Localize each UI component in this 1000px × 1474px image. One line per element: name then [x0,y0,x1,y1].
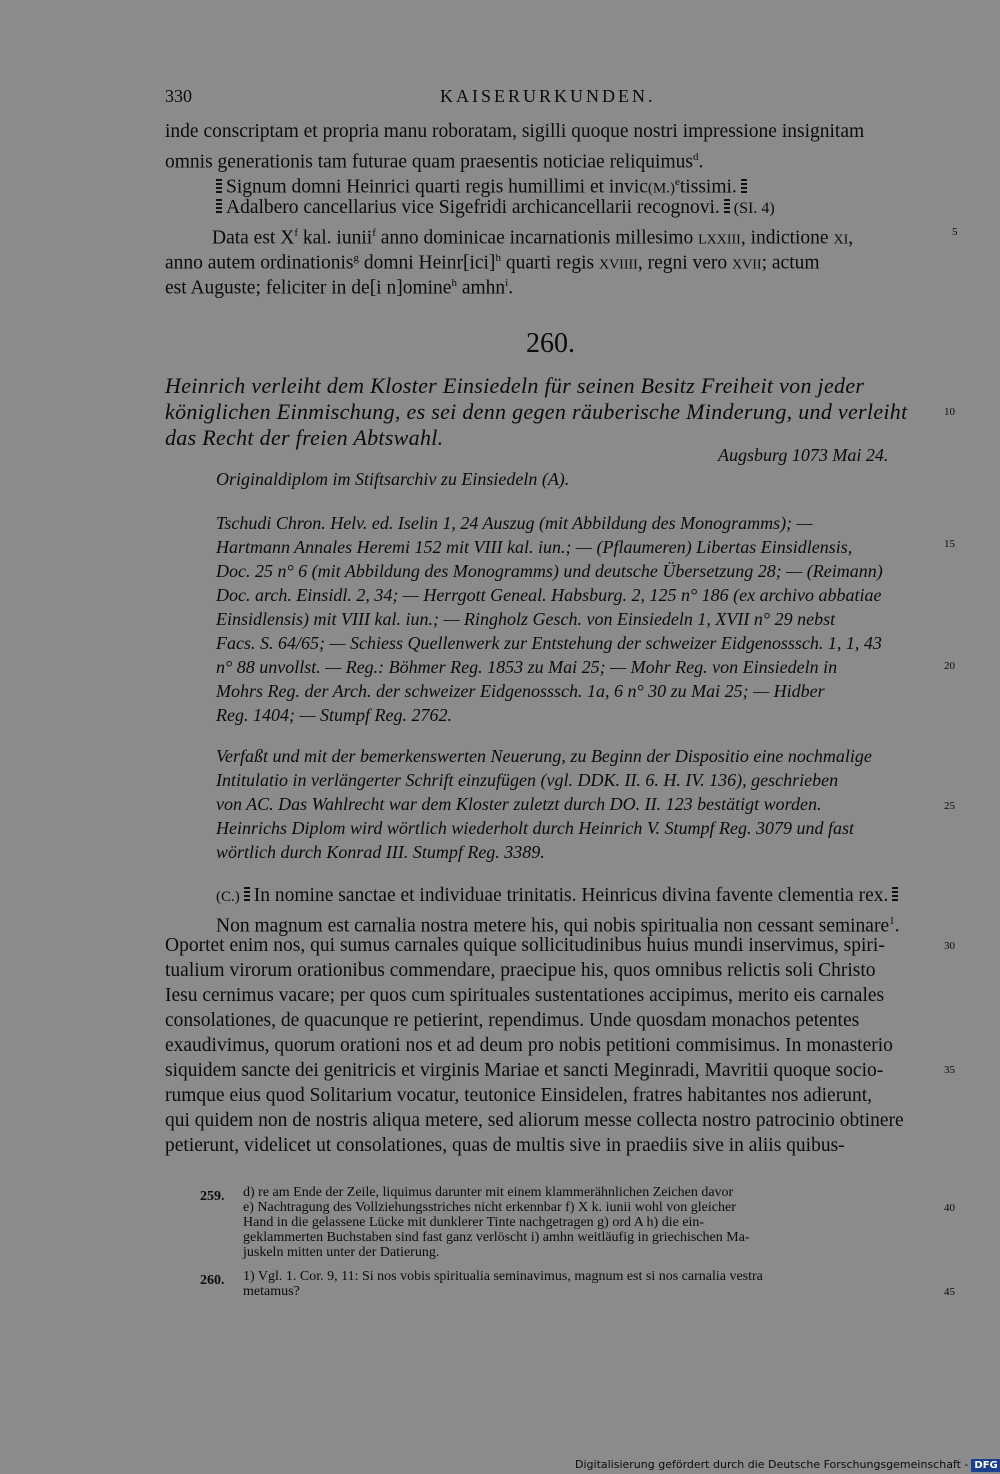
footnote-line: geklammerten Buchstaben sind fast ganz verlöscht i) amhn weitläufig in griechischen Ma- [243,1230,750,1245]
regest-line: königlichen Einmischung, es sei denn gegen räuberische Minderung, und verleiht [165,399,908,424]
dfg-logo: DFG [971,1459,1000,1472]
place-date: Augsburg 1073 Mai 24. [718,445,889,465]
text-line: Non magnum est carnalia nostra metere his, qui nobis spiritualia non cessant seminare$^1$. [216,915,900,937]
chrismon-mark [892,887,898,903]
recognition-line: Adalbero cancellarius vice Sigefridi archicancellarii recognovi. (SI. 4) [212,196,775,221]
margin-line-number: 10 [944,406,955,418]
literature-line: Mohrs Reg. der Arch. der schweizer Eidgenosssch. 1a, 6 n° 30 zu Mai 25; — Hidber [216,681,825,701]
chrismon-mark [741,179,747,195]
document-number: 260. [526,328,575,359]
footer-credit [575,1455,1000,1473]
footnote-line: e) Nachtragung des Vollziehungsstriches nicht erkennbar f) X k. iunii wohl von gleicher [243,1200,736,1215]
regest-line: Heinrich verleiht dem Kloster Einsiedeln für seinen Besitz Freiheit von jeder [165,373,865,398]
text-line: qui quidem non de nostris aliqua metere, sed aliorum messe collecta nostro patrocinio obtinere [165,1110,904,1131]
literature-line: Hartmann Annales Heremi 152 mit VIII kal. iun.; — (Pflaumeren) Libertas Einsidlensis, [216,537,853,557]
text-line: anno autem ordinationis$^g$ domni Heinr[ici]$^h$ quarti regis xviiii, regni vero xvii; actum [165,252,820,274]
margin-line-number: 35 [944,1064,955,1076]
footnote-line: d) re am Ende der Zeile, liquimus darunter mit einem klammerähnlichen Zeichen davor [243,1185,734,1200]
commentary-line: Heinrichs Diplom wird wörtlich wiederholt durch Heinrich V. Stumpf Reg. 3079 und fast [216,818,854,838]
running-title: KAISERURKUNDEN. [440,86,656,106]
footer-text: Digitalisierung gefördert durch die Deutsche Forschungsgemeinschaft - [575,1458,969,1471]
text-line: est Auguste; feliciter in de[i n]omine$^h$ amhn$^i$. [165,277,514,299]
literature-line: Facs. S. 64/65; — Schiess Quellenwerk zur Entstehung der schweizer Eidgenosssch. 1, 1, 43 [216,633,882,653]
literature-line: Doc. 25 n° 6 (mit Abbildung des Monogramms) und deutsche Übersetzung 28; — (Reimann) [216,561,883,581]
commentary-line: Verfaßt und mit der bemerkenswerten Neuerung, zu Beginn der Dispositio eine nochmalige [216,746,872,766]
footnote-line: 1) Vgl. 1. Cor. 9, 11: Si nos vobis spiritualia seminavimus, magnum est si nos carnalia vestra [243,1269,763,1284]
literature-line: n° 88 unvollst. — Reg.: Böhmer Reg. 1853 zu Mai 25; — Mohr Reg. von Einsiedeln in [216,657,838,677]
page-number: 330 [165,86,192,106]
footnote-line: juskeln mitten unter der Datierung. [243,1245,440,1260]
text-line: inde conscriptam et propria manu roboratam, sigilli quoque nostri impressione insignitam [165,121,865,142]
text-line: tualium virorum orationibus commendare, praecipue his, quos omnibus relictis soli Christo [165,960,876,981]
literature-line: Einsidlensis) mit VIII kal. iun.; — Ringholz Gesch. von Einsiedeln 1, XVII n° 29 nebst [216,609,836,629]
margin-line-number: 25 [944,800,955,812]
chrismon-mark [216,179,222,195]
commentary-line: wörtlich durch Konrad III. Stumpf Reg. 3389. [216,842,545,862]
text-line: Iesu cernimus vacare; per quos cum spirituales sustentationes accipimus, merito eis carnales [165,985,885,1006]
original-source: Originaldiplom im Stiftsarchiv zu Einsiedeln (A). [216,469,570,489]
literature-line: Doc. arch. Einsidl. 2, 34; — Herrgott Geneal. Habsburg. 2, 125 n° 186 (ex archivo abbatiae [216,585,882,605]
margin-line-number: 40 [944,1202,955,1214]
regest-line: das Recht der freien Abtswahl. [165,425,444,450]
text-line: Oportet enim nos, qui sumus carnales quique sollicitudinibus huius mundi inservimus, spiri- [165,935,885,956]
margin-line-number: 20 [944,660,955,672]
invocation-line: (C.) In nomine sanctae et individuae trinitatis. Heinricus divina favente clementia rex. [216,884,902,909]
text-line: petierunt, videlicet ut consolationes, quas de multis sive in praediis sive in aliis quibus- [165,1135,845,1156]
margin-line-number: 30 [944,940,955,952]
signum-line: Signum domni Heinrici quarti regis humillimi et $invic(M.)^etissimi$. [212,170,751,201]
dating-line: Data est $X^f$ kal. iunii$^f$ anno dominicae incarnationis millesimo lxxiii, indictione xi, [212,227,854,249]
chrismon-mark [244,887,250,903]
chrismon-mark [216,199,222,215]
commentary-line: Intitulatio in verlängerter Schrift einzufügen (vgl. DDK. II. 6. H. IV. 136), geschrieben [216,770,839,790]
commentary-line: von AC. Das Wahlrecht war dem Kloster zuletzt durch DO. II. 123 bestätigt worden. [216,794,822,814]
text-line: rumque eius quod Solitarium vocatur, teutonice Einsidelen, fratres habitantes nos adierunt, [165,1085,872,1106]
text-line: consolationes, de quacunque re petierint, rependimus. Unde quosdam monachos petentes [165,1010,860,1031]
margin-line-number: 5 [952,226,958,238]
literature-line: Reg. 1404; — Stumpf Reg. 2762. [216,705,452,725]
margin-line-number: 45 [944,1286,955,1298]
footnote-label: 259. [200,1189,225,1204]
text-line: exaudivimus, quorum orationi nos et ad deum pro nobis petitioni commisimus. In monasterio [165,1035,893,1056]
text-line: siquidem sancte dei genitricis et virginis Mariae et sancti Meginradi, Mavritii quoque socio- [165,1060,884,1081]
footnote-line: Hand in die gelassene Lücke mit dunklerer Tinte nachgetragen g) ord A h) die ein- [243,1215,705,1230]
literature-line: Tschudi Chron. Helv. ed. Iselin 1, 24 Auszug (mit Abbildung des Monogramms); — [216,513,813,533]
footnote-label: 260. [200,1273,225,1288]
footnote-line: metamus? [243,1284,300,1299]
chrismon-mark [724,199,730,215]
margin-line-number: 15 [944,538,955,550]
text-line: omnis generationis tam futurae quam praesentis noticiae reliquimus$^d$. [165,151,704,173]
